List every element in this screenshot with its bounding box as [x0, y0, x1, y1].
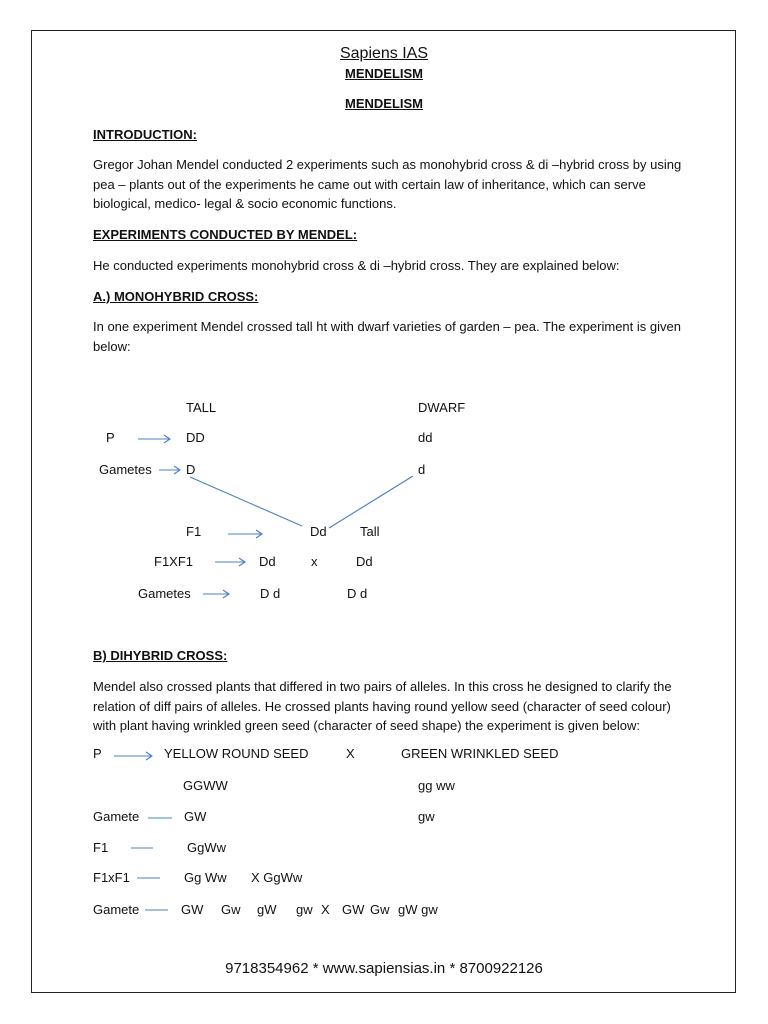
mono-gametes2-right: D d: [347, 586, 368, 601]
intro-text: Gregor Johan Mendel conducted 2 experiments such as monohybrid cross & di –hybrid cross by using pea – plants out of the experiments he came out with certain law of inheritance, which can serve biological, medico- legal & socio economic functions.: [93, 157, 682, 211]
di-heading: B) DIHYBRID CROSS:: [93, 648, 228, 663]
mono-gametes-label: Gametes: [99, 462, 152, 477]
di-text: Mendel also crossed plants that differed in two pairs of alleles. In this cross he designed to clarify the relation of diff pairs of alleles. He crossed plants having round yellow seed (character of seed colour) with plant having wrinkled green seed (character of seed shape) the experiment is given below:: [93, 679, 672, 733]
mono-cross-left: Dd: [259, 554, 276, 569]
di-geno-right: gg ww: [418, 778, 455, 793]
di-f1xf1-label: F1xF1: [93, 870, 130, 885]
di-p-left: YELLOW ROUND SEED: [164, 746, 309, 761]
mono-p-label: P: [106, 430, 115, 445]
mono-gamete-dwarf: d: [418, 462, 426, 477]
di-gamete-left: GW: [184, 809, 207, 824]
di-geno-left: GGWW: [183, 778, 228, 793]
di-gamete2-1: GW: [181, 902, 204, 917]
di-p-right: GREEN WRINKLED SEED: [401, 746, 559, 761]
mono-gametes2-left: D d: [260, 586, 281, 601]
di-gamete2-3: gW: [257, 902, 277, 917]
mono-gamete-tall: D: [186, 462, 196, 477]
experiments-text: He conducted experiments monohybrid cross & di –hybrid cross. They are explained below:: [93, 258, 620, 273]
mono-p-tall: DD: [186, 430, 205, 445]
mono-cross-x: x: [311, 554, 318, 569]
mono-heading: A.) MONOHYBRID CROSS:: [93, 289, 259, 304]
intro-heading: INTRODUCTION:: [93, 127, 197, 142]
mono-cross-right: Dd: [356, 554, 373, 569]
di-gamete2-5: GW: [342, 902, 365, 917]
experiments-heading: EXPERIMENTS CONDUCTED BY MENDEL:: [93, 227, 358, 242]
di-f1xf1-right: X GgWw: [251, 870, 303, 885]
di-gamete-right: gw: [418, 809, 435, 824]
di-f1-genotype: GgWw: [187, 840, 226, 855]
mono-dwarf-label: DWARF: [418, 400, 466, 415]
mono-f1-phenotype: Tall: [360, 524, 380, 539]
di-f1-label: F1: [93, 840, 109, 855]
di-gamete2-2: Gw: [221, 902, 241, 917]
di-gamete2-x: X: [321, 902, 330, 917]
di-gamete2-7: gW gw: [398, 902, 438, 917]
mono-f1-label: F1: [186, 524, 202, 539]
page-subtitle: MENDELISM: [345, 66, 423, 81]
mono-text: In one experiment Mendel crossed tall ht with dwarf varieties of garden – pea. The experiment is given below:: [93, 319, 681, 354]
di-gamete-label: Gamete: [93, 809, 140, 824]
mono-f1-genotype: Dd: [310, 524, 327, 539]
di-p-label: P: [93, 746, 102, 761]
di-gamete2-4: gw: [296, 902, 313, 917]
mono-tall-label: TALL: [186, 400, 217, 415]
di-f1xf1-left: Gg Ww: [184, 870, 227, 885]
mono-gametes2-label: Gametes: [138, 586, 191, 601]
footer-contact: 9718354962 * www.sapiensias.in * 8700922126: [225, 960, 543, 977]
di-gamete2-label: Gamete: [93, 902, 140, 917]
site-name: Sapiens IAS: [339, 45, 429, 62]
page-title: MENDELISM: [345, 96, 423, 111]
di-p-x: X: [346, 746, 355, 761]
mono-f1xf1-label: F1XF1: [154, 554, 194, 569]
di-gamete2-6: Gw: [370, 902, 390, 917]
mono-p-dwarf: dd: [418, 430, 433, 445]
